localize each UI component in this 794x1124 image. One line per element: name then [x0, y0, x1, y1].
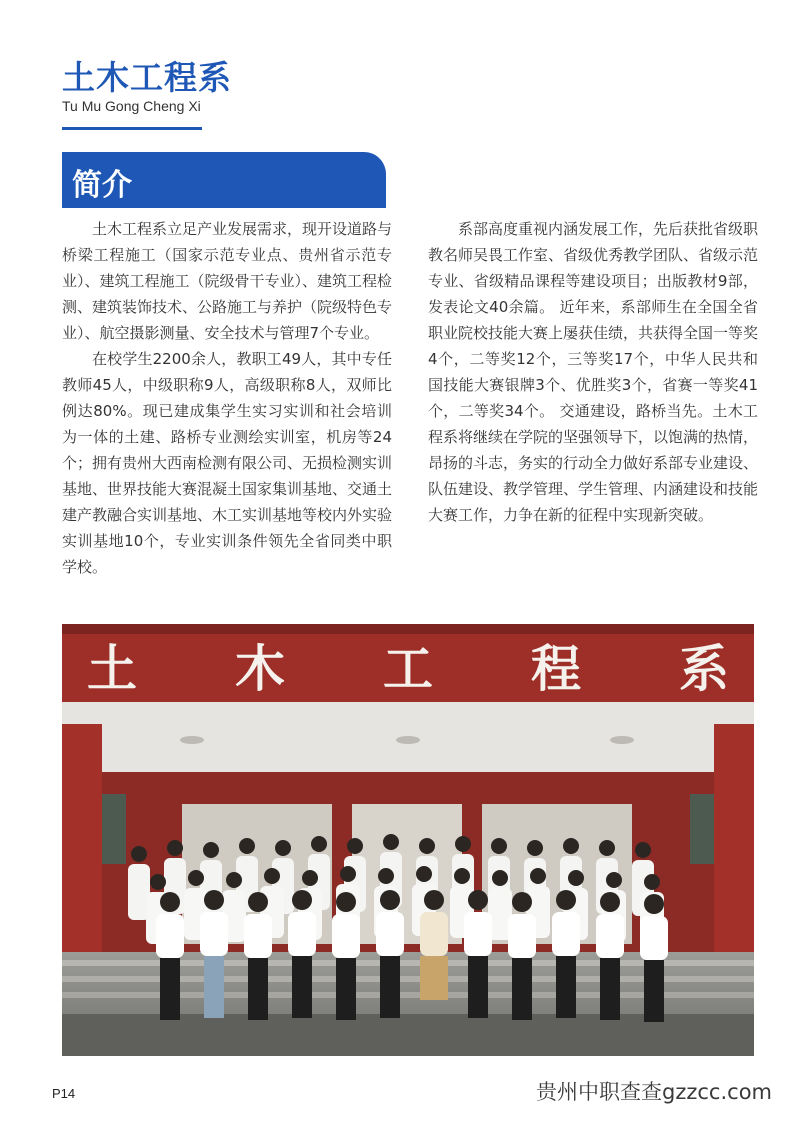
paragraph: 系部高度重视内涵发展工作，先后获批省级职教名师吴畏工作室、省级优秀教学团队、省级示范专业、省级精品课程等建设项目；出版教材9部，发表论文40余篇。 近年来，系部师生在全国全省职业院校技能大赛上屡获佳绩，共获得全国一等奖4个，二等奖12个，三等奖17个，中华人民共和国技能大赛银牌3个、优胜奖3个，省赛一等奖41个，二等奖34个。 交通建设，路桥当先。土木工程系将继续在学院的坚强领导下，以饱满的热情，昂扬的斗志，务实的行动全力做好系部专业建设、队伍建设、教学管理、学生管理、内涵建设和技能大赛工作，力争在新的征程中实现新突破。 [428, 220, 759, 524]
sign-char: 系 [679, 640, 729, 698]
sign-char: 程 [531, 640, 581, 698]
section-header [62, 152, 386, 208]
paragraph: 在校学生2200余人，教职工49人，其中专任教师45人，中级职称9人，高级职称8人，双师比例达80%。现已建成集学生实习实训和社会培训为一体的土建、路桥专业测绘实训室，机房等24个；拥有贵州大西南检测有限公司、无损检测实训基地、世界技能大赛混凝土国家集训基地、交通土建产教融合实训基地、木工实训基地等校内外实验实训基地10个，专业实训条件领先全省同类中职学校。 [62, 350, 393, 576]
section-title: 简介 [72, 168, 132, 203]
watermark: 贵州中职查查gzzcc.com [536, 1080, 772, 1104]
department-pinyin: Tu Mu Gong Cheng Xi [62, 98, 201, 114]
paragraph: 土木工程系立足产业发展需求，现开设道路与桥梁工程施工（国家示范专业点、贵州省示范专业）、建筑工程施工（院级骨干专业）、建筑工程检测、建筑装饰技术、公路施工与养护（院级特色专业）、航空摄影测量、安全技术与管理7个专业。 [62, 220, 393, 342]
right-column [428, 216, 758, 528]
pillar-right [714, 724, 754, 974]
page-number: P14 [52, 1086, 76, 1101]
sign-char: 工 [383, 640, 433, 698]
title-underline [62, 127, 202, 130]
sign-char: 木 [235, 640, 285, 698]
group-photo [62, 624, 754, 1056]
left-column [62, 216, 392, 580]
group-photo-illustration [62, 624, 754, 1056]
pillar-left [62, 724, 102, 974]
sign-char: 土 [87, 640, 137, 698]
department-title: 土木工程系 [62, 58, 232, 97]
